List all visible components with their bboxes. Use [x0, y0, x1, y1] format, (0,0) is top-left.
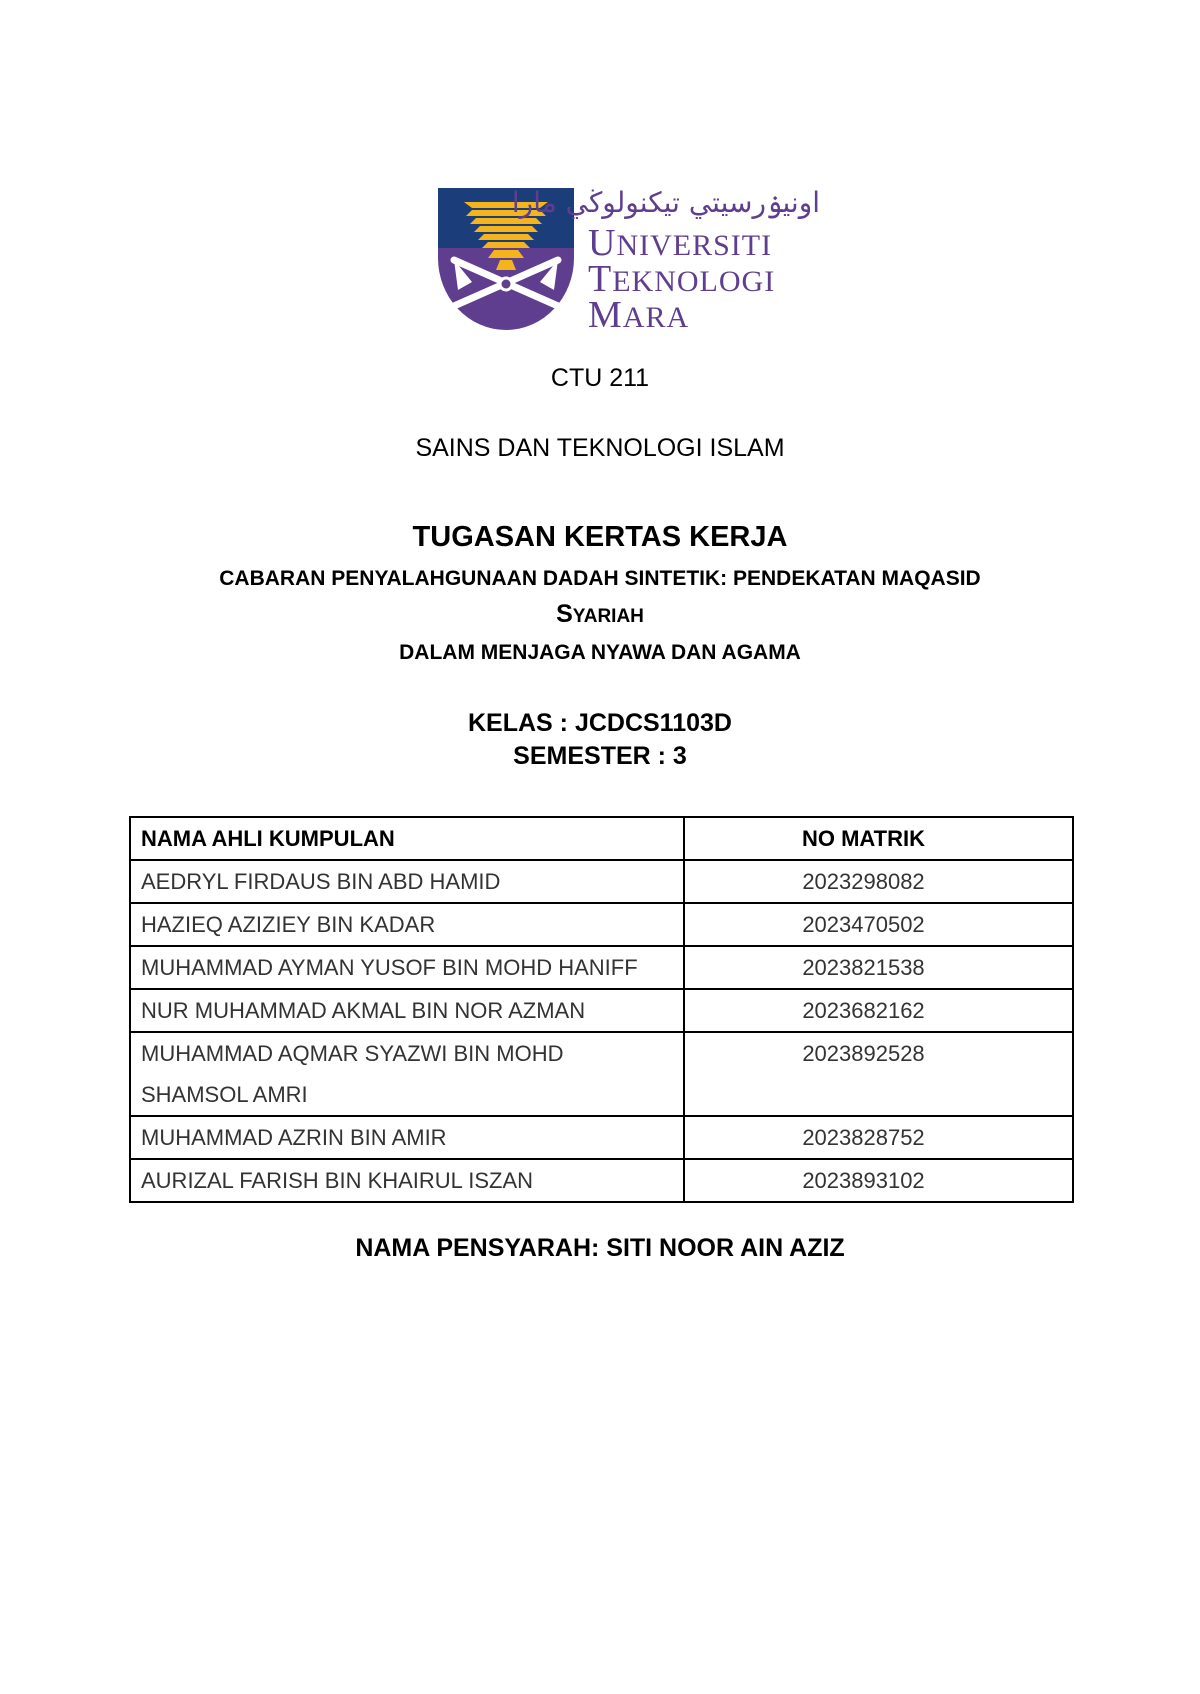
table-row — [130, 989, 1073, 1032]
logo-text-universiti: UNIVERSITI — [588, 222, 773, 264]
logo-text-teknologi: TEKNOLOGI — [588, 258, 776, 300]
member-matrik: 2023470502 — [684, 903, 1073, 946]
member-matrik: 2023892528 — [684, 1032, 1073, 1116]
member-name: MUHAMMAD AQMAR SYAZWI BIN MOHD SHAMSOL AMRI — [130, 1032, 684, 1116]
course-code: CTU 211 — [550, 364, 650, 392]
table-row — [130, 946, 1073, 989]
logo-arabic-text: اونيۏرسيتي تيكنولوڬي مارا — [511, 186, 820, 219]
member-matrik: 2023821538 — [684, 946, 1073, 989]
assignment-title: TUGASAN KERTAS KERJA — [412, 521, 788, 553]
member-name: MUHAMMAD AYMAN YUSOF BIN MOHD HANIFF — [130, 946, 684, 989]
table-row — [130, 903, 1073, 946]
table-header-row — [130, 817, 1073, 860]
member-name: HAZIEQ AZIZIEY BIN KADAR — [130, 903, 684, 946]
topic-line-2: SYARIAH — [556, 600, 644, 628]
class-label: KELAS : JCDCS1103D — [468, 709, 732, 737]
member-matrik: 2023298082 — [684, 860, 1073, 903]
member-name: AEDRYL FIRDAUS BIN ABD HAMID — [130, 860, 684, 903]
table-row — [130, 1159, 1073, 1202]
header-name: NAMA AHLI KUMPULAN — [130, 817, 684, 860]
member-name: NUR MUHAMMAD AKMAL BIN NOR AZMAN — [130, 989, 684, 1032]
member-matrik: 2023828752 — [684, 1116, 1073, 1159]
table-row — [130, 1032, 1073, 1116]
header-matrik: NO MATRIK — [684, 817, 1073, 860]
member-name: MUHAMMAD AZRIN BIN AMIR — [130, 1116, 684, 1159]
logo-text-mara: MARA — [588, 294, 690, 336]
member-matrik: 2023682162 — [684, 989, 1073, 1032]
topic-line-3: DALAM MENJAGA NYAWA DAN AGAMA — [399, 641, 801, 664]
course-name: SAINS DAN TEKNOLOGI ISLAM — [415, 434, 785, 462]
member-matrik: 2023893102 — [684, 1159, 1073, 1202]
lecturer-name: NAMA PENSYARAH: SITI NOOR AIN AZIZ — [355, 1234, 845, 1262]
semester-label: SEMESTER : 3 — [513, 742, 687, 770]
table-row — [130, 860, 1073, 903]
table-row — [130, 1116, 1073, 1159]
topic-line-1: CABARAN PENYALAHGUNAAN DADAH SINTETIK: PENDEKATAN MAQASID — [219, 567, 981, 590]
group-members-table — [129, 816, 1074, 1203]
member-name: AURIZAL FARISH BIN KHAIRUL ISZAN — [130, 1159, 684, 1202]
university-logo — [436, 186, 822, 334]
